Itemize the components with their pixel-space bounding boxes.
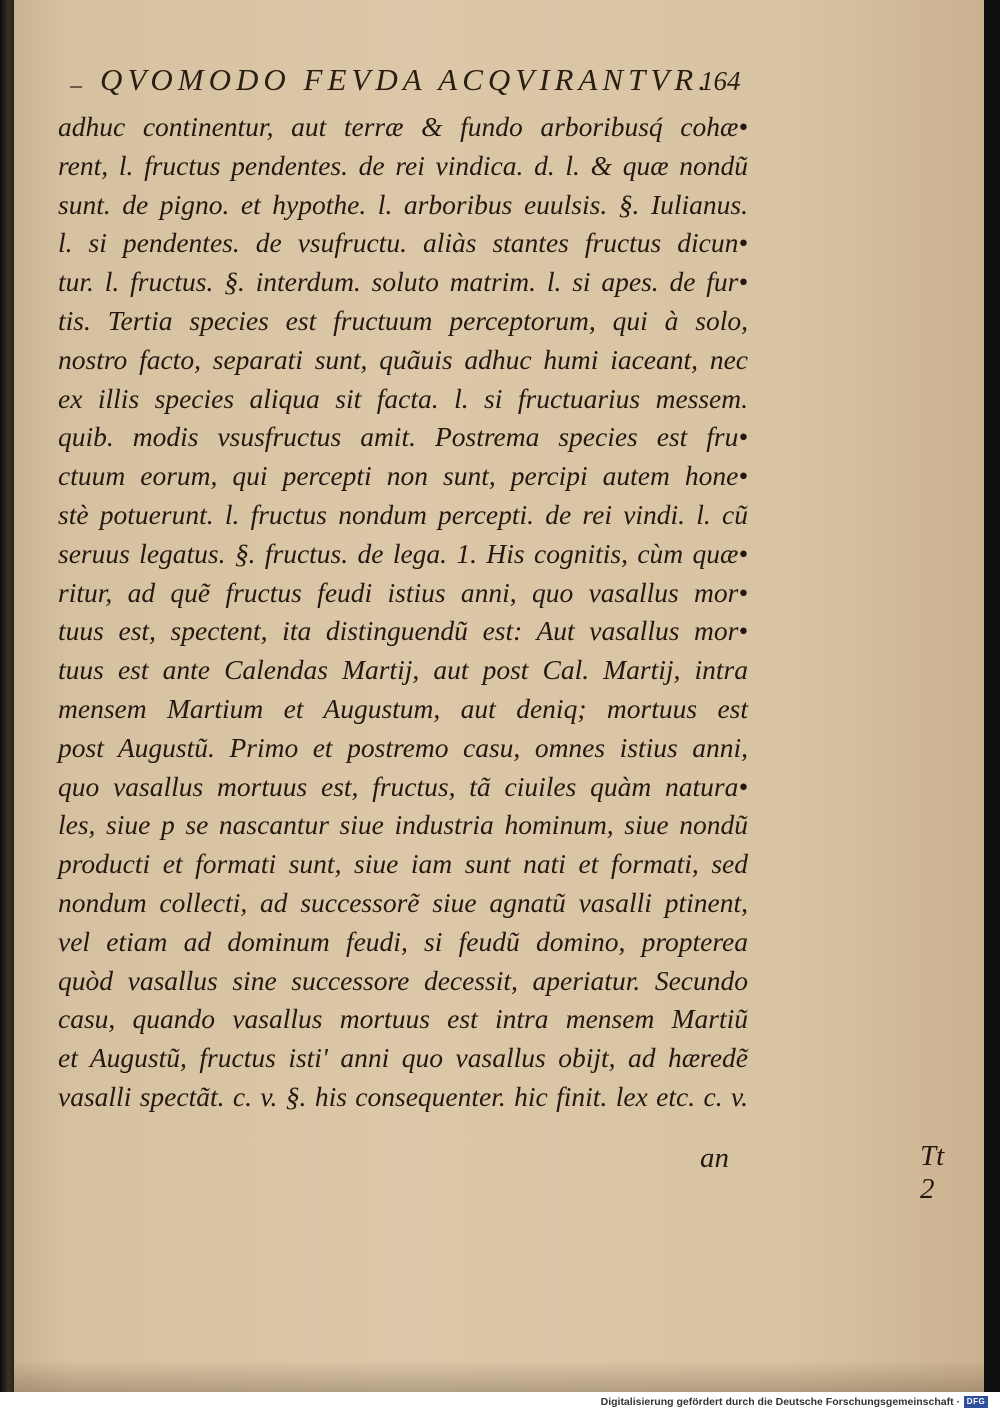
catchword: an: [700, 1142, 729, 1174]
text-line: quo vasallus mortuus est, fructus, tã ciuiles quàm natura•: [58, 770, 748, 802]
catchline: [460, 1140, 945, 1205]
running-head: QVOMODO FEVDA ACQVIRANTVR.: [100, 62, 711, 97]
signature-mark: Tt 2: [920, 1140, 945, 1205]
text-line: et Augustũ, fructus isti' anni quo vasallus obijt, ad hæredẽ: [58, 1042, 748, 1074]
text-line: rent, l. fructus pendentes. de rei vindica. d. l. & quæ nondũ: [58, 149, 748, 181]
text-line: nostro facto, separati sunt, quãuis adhuc humi iaceant, nec: [58, 343, 748, 375]
funding-credit: Digitalisierung gefördert durch die Deutsche Forschungsgemeinschaft ·: [600, 1396, 960, 1408]
text-line: casu, quando vasallus mortuus est intra mensem Martiũ: [58, 1003, 748, 1035]
text-line: seruus legatus. §. fructus. de lega. 1. His cognitis, cùm quæ•: [58, 537, 748, 569]
text-line: adhuc continentur, aut terræ & fundo arboribusq́ cohæ•: [58, 111, 748, 142]
text-line: vasalli spectãt. c. v. §. his consequenter. hic finit. lex etc. c. v.: [58, 1080, 748, 1112]
text-line: ritur, ad quẽ fructus feudi istius anni, quo vasallus mor•: [58, 576, 748, 608]
text-line: les, siue p se nascantur siue industria hominum, siue nondũ: [58, 809, 748, 841]
running-head-mark: [70, 86, 82, 88]
book-gutter: [0, 0, 14, 1392]
text-line: quib. modis vsusfructus amit. Postrema species est fru•: [58, 421, 748, 453]
text-line: ex illis species aliqua sit facta. l. si fructuarius messem.: [58, 382, 748, 414]
page-number: 164: [700, 66, 741, 96]
text-line: producti et formati sunt, siue iam sunt nati et formati, sed: [58, 848, 748, 880]
text-line: ctuum eorum, qui percepti non sunt, percipi autem hone•: [58, 460, 748, 492]
text-line: tur. l. fructus. §. interdum. soluto matrim. l. si apes. de fur•: [58, 266, 748, 298]
text-line: tuus est, spectent, ita distinguendũ est: Aut vasallus mor•: [58, 615, 748, 647]
text-line: sunt. de pigno. et hypothe. l. arboribus euulsis. §. Iulianus.: [58, 188, 748, 220]
text-line: vel etiam ad dominum feudi, si feudũ domino, propterea: [58, 925, 748, 957]
text-line: quòd vasallus sine successore decessit, aperiatur. Secundo: [58, 964, 748, 996]
scan-border: [984, 0, 1000, 1392]
dfg-logo-icon: DFG: [964, 1396, 988, 1408]
text-line: stè potuerunt. l. fructus nondum percepti. de rei vindi. l. cũ: [58, 498, 748, 530]
text-line: tis. Tertia species est fructuum perceptorum, qui à solo,: [58, 304, 748, 336]
text-line: mensem Martium et Augustum, aut deniq; mortuus est: [58, 692, 748, 724]
body-text: [58, 108, 748, 1117]
page-shadow: [14, 1360, 984, 1392]
text-line: tuus est ante Calendas Martij, aut post Cal. Martij, intra: [58, 654, 748, 686]
text-line: post Augustũ. Primo et postremo casu, omnes istius anni,: [58, 731, 748, 763]
text-line: nondum collecti, ad successorẽ siue agnatũ vasalli ptinent,: [58, 886, 748, 918]
text-line: l. si pendentes. de vsufructu. aliàs stantes fructus dicun•: [58, 227, 748, 259]
